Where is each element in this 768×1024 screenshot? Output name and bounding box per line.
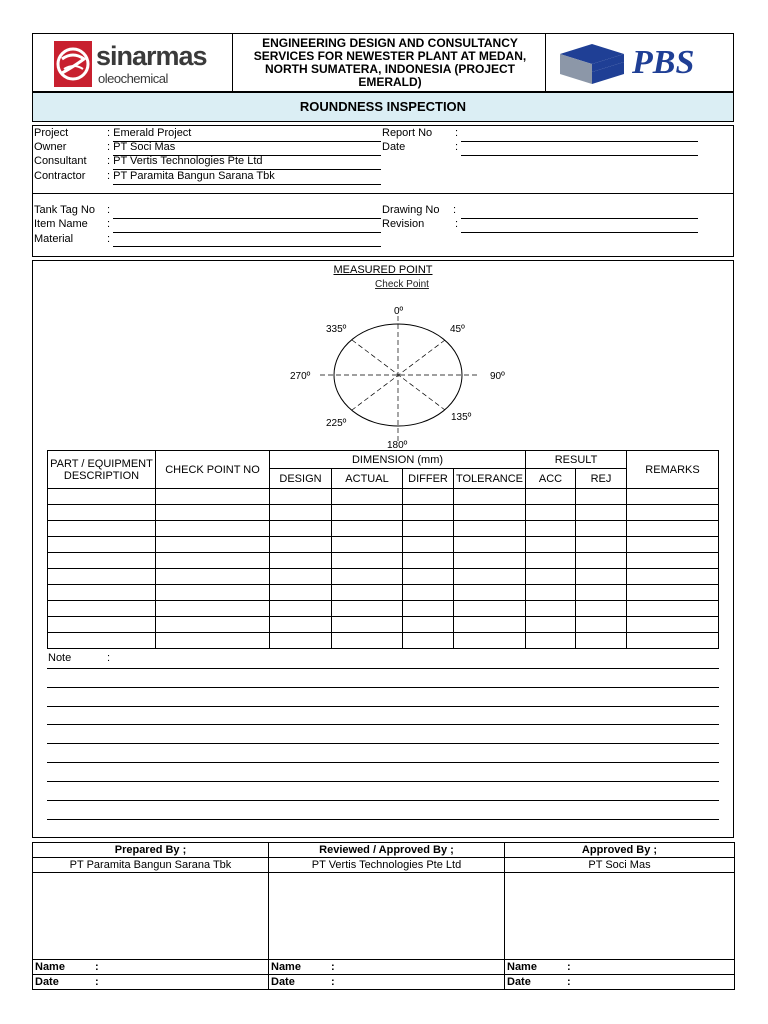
- table-cell[interactable]: [156, 553, 270, 569]
- table-cell[interactable]: [270, 569, 332, 585]
- tank-tag-field[interactable]: [113, 218, 381, 219]
- tolerance-header: TOLERANCE: [454, 469, 526, 489]
- table-cell[interactable]: [576, 585, 627, 601]
- reviewed-company: PT Vertis Technologies Pte Ltd: [269, 858, 505, 873]
- revision-label: Revision: [382, 218, 425, 230]
- table-cell[interactable]: [403, 617, 454, 633]
- check-point-subtitle: Check Point: [375, 279, 429, 290]
- angle-335: 335º: [326, 324, 347, 335]
- differ-header: DIFFER: [403, 469, 454, 489]
- remarks-header: REMARKS: [627, 451, 719, 489]
- table-cell[interactable]: [526, 617, 576, 633]
- pbs-logo: [556, 40, 732, 86]
- note-colon: :: [107, 652, 111, 664]
- prepared-name-field[interactable]: [33, 960, 269, 975]
- date-field[interactable]: [461, 155, 698, 156]
- pbs-wordmark: PBS: [632, 44, 695, 81]
- table-row: [48, 521, 719, 537]
- rej-header: REJ: [576, 469, 627, 489]
- reviewed-signature-area[interactable]: [269, 873, 505, 960]
- approved-date-field[interactable]: [505, 975, 735, 990]
- table-cell[interactable]: [403, 521, 454, 537]
- table-cell[interactable]: [156, 585, 270, 601]
- table-cell[interactable]: [526, 601, 576, 617]
- tank-tag-label: Tank Tag No: [34, 204, 95, 216]
- revision-field[interactable]: [461, 232, 698, 233]
- acc-header: ACC: [526, 469, 576, 489]
- note-line[interactable]: [47, 724, 719, 725]
- table-cell[interactable]: [454, 537, 526, 553]
- note-line[interactable]: [47, 819, 719, 820]
- table-cell[interactable]: [156, 633, 270, 649]
- table-cell[interactable]: [526, 521, 576, 537]
- table-cell[interactable]: [403, 633, 454, 649]
- consultant-value: : PT Vertis Technologies Pte Ltd: [107, 155, 263, 167]
- table-cell[interactable]: [270, 617, 332, 633]
- signature-table: [32, 842, 735, 990]
- name-label: Name: [271, 960, 301, 973]
- table-cell[interactable]: [270, 537, 332, 553]
- table-row: [48, 505, 719, 521]
- table-row: [48, 569, 719, 585]
- table-cell[interactable]: [48, 537, 156, 553]
- part-header: PART / EQUIPMENT DESCRIPTION: [48, 451, 156, 489]
- material-colon: :: [107, 233, 111, 245]
- table-cell[interactable]: [526, 537, 576, 553]
- table-cell[interactable]: [627, 601, 719, 617]
- date-label: Date: [382, 141, 406, 153]
- table-cell[interactable]: [454, 569, 526, 585]
- date-colon: :: [455, 141, 459, 153]
- table-cell[interactable]: [627, 553, 719, 569]
- approved-by-header: Approved By ;: [505, 843, 735, 858]
- table-cell[interactable]: [627, 585, 719, 601]
- table-cell[interactable]: [270, 521, 332, 537]
- table-cell[interactable]: [48, 521, 156, 537]
- table-cell[interactable]: [526, 489, 576, 505]
- date-label: Date: [35, 975, 59, 988]
- note-line[interactable]: [47, 800, 719, 801]
- name-label: Name: [35, 960, 65, 973]
- sinarmas-logo: [52, 39, 222, 91]
- form-title: ROUNDNESS INSPECTION: [299, 99, 467, 114]
- table-cell[interactable]: [156, 537, 270, 553]
- project-label: Project: [34, 127, 69, 139]
- table-cell[interactable]: [526, 633, 576, 649]
- table-cell[interactable]: [576, 521, 627, 537]
- table-cell[interactable]: [270, 601, 332, 617]
- info-separator: [32, 193, 734, 194]
- dimension-table-body: [48, 489, 719, 649]
- table-cell[interactable]: [156, 617, 270, 633]
- dimension-header: DIMENSION (mm): [270, 451, 526, 469]
- angle-270: 270º: [290, 371, 311, 382]
- table-cell[interactable]: [403, 553, 454, 569]
- approved-signature-area[interactable]: [505, 873, 735, 960]
- sinarmas-wordmark: sinarmas: [96, 41, 207, 71]
- prepared-date-field[interactable]: [33, 975, 269, 990]
- table-cell[interactable]: [454, 553, 526, 569]
- table-cell[interactable]: [270, 505, 332, 521]
- material-label: Material: [34, 233, 74, 245]
- reviewed-by-header: Reviewed / Approved By ;: [269, 843, 505, 858]
- table-cell[interactable]: [454, 633, 526, 649]
- table-cell[interactable]: [627, 505, 719, 521]
- table-row: [48, 553, 719, 569]
- table-cell[interactable]: [403, 489, 454, 505]
- table-cell[interactable]: [156, 521, 270, 537]
- drawing-no-field[interactable]: [461, 218, 698, 219]
- table-cell[interactable]: [627, 489, 719, 505]
- header-divider-right: [545, 33, 546, 92]
- table-cell[interactable]: [627, 569, 719, 585]
- angle-45: 45º: [450, 324, 465, 335]
- table-cell[interactable]: [332, 617, 403, 633]
- contractor-underline: [113, 184, 381, 185]
- table-cell[interactable]: [332, 601, 403, 617]
- table-cell[interactable]: [156, 601, 270, 617]
- name-colon: :: [95, 960, 99, 973]
- table-cell[interactable]: [156, 569, 270, 585]
- table-cell[interactable]: [576, 617, 627, 633]
- table-cell[interactable]: [156, 505, 270, 521]
- prepared-by-header: Prepared By ;: [33, 843, 269, 858]
- approved-name-field[interactable]: [505, 960, 735, 975]
- name-label: Name: [507, 960, 537, 973]
- check-point-header: CHECK POINT NO: [156, 451, 270, 489]
- table-cell[interactable]: [454, 489, 526, 505]
- item-name-label: Item Name: [34, 218, 88, 230]
- actual-header: ACTUAL: [332, 469, 403, 489]
- note-line[interactable]: [47, 687, 719, 688]
- owner-label: Owner: [34, 141, 67, 153]
- tank-tag-colon: :: [107, 204, 111, 216]
- table-cell[interactable]: [526, 553, 576, 569]
- table-cell[interactable]: [332, 521, 403, 537]
- table-cell[interactable]: [48, 489, 156, 505]
- date-colon: :: [95, 975, 99, 988]
- table-cell[interactable]: [454, 521, 526, 537]
- table-cell[interactable]: [526, 505, 576, 521]
- table-cell[interactable]: [576, 601, 627, 617]
- table-row: [48, 617, 719, 633]
- table-cell[interactable]: [48, 617, 156, 633]
- date-label: Date: [507, 975, 531, 988]
- table-cell[interactable]: [48, 505, 156, 521]
- table-row: [48, 537, 719, 553]
- table-cell[interactable]: [332, 553, 403, 569]
- revision-colon: :: [455, 218, 459, 230]
- table-cell[interactable]: [576, 537, 627, 553]
- table-cell[interactable]: [627, 521, 719, 537]
- drawing-no-label: Drawing No: [382, 204, 440, 216]
- contractor-value: : PT Paramita Bangun Sarana Tbk: [107, 170, 275, 182]
- table-cell[interactable]: [576, 505, 627, 521]
- table-cell[interactable]: [270, 489, 332, 505]
- table-cell[interactable]: [270, 585, 332, 601]
- dimension-table: [47, 450, 719, 649]
- table-cell[interactable]: [332, 569, 403, 585]
- table-cell[interactable]: [403, 601, 454, 617]
- drawing-no-colon: :: [453, 204, 457, 216]
- note-line[interactable]: [47, 668, 719, 669]
- table-cell[interactable]: [332, 633, 403, 649]
- table-cell[interactable]: [403, 569, 454, 585]
- table-cell[interactable]: [403, 585, 454, 601]
- result-header: RESULT: [526, 451, 627, 469]
- table-cell[interactable]: [48, 553, 156, 569]
- table-cell[interactable]: [403, 537, 454, 553]
- table-cell[interactable]: [454, 617, 526, 633]
- table-cell[interactable]: [576, 489, 627, 505]
- table-cell[interactable]: [526, 585, 576, 601]
- table-cell[interactable]: [332, 489, 403, 505]
- table-cell[interactable]: [270, 553, 332, 569]
- table-cell[interactable]: [403, 505, 454, 521]
- roundness-diagram: [280, 300, 520, 452]
- owner-value: : PT Soci Mas: [107, 141, 176, 153]
- name-colon: :: [567, 960, 571, 973]
- table-row: [48, 601, 719, 617]
- report-no-label: Report No: [382, 127, 433, 139]
- table-row: [48, 585, 719, 601]
- date-label: Date: [271, 975, 295, 988]
- table-cell[interactable]: [332, 585, 403, 601]
- table-cell[interactable]: [627, 633, 719, 649]
- item-name-colon: :: [107, 218, 111, 230]
- item-name-field[interactable]: [113, 232, 381, 233]
- table-cell[interactable]: [48, 585, 156, 601]
- table-cell[interactable]: [627, 537, 719, 553]
- table-cell[interactable]: [332, 505, 403, 521]
- table-cell[interactable]: [454, 505, 526, 521]
- table-cell[interactable]: [576, 633, 627, 649]
- angle-225: 225º: [326, 418, 347, 429]
- note-line[interactable]: [47, 762, 719, 763]
- contractor-label: Contractor: [34, 170, 86, 182]
- measured-point-title: MEASURED POINT: [333, 264, 433, 276]
- angle-135: 135º: [451, 412, 472, 423]
- prepared-company: PT Paramita Bangun Sarana Tbk: [33, 858, 269, 873]
- consultant-label: Consultant: [34, 155, 87, 167]
- table-cell[interactable]: [526, 569, 576, 585]
- note-line[interactable]: [47, 743, 719, 744]
- report-no-field[interactable]: [461, 141, 698, 142]
- header-divider-left: [232, 33, 233, 92]
- table-cell[interactable]: [156, 489, 270, 505]
- table-cell[interactable]: [48, 633, 156, 649]
- table-cell[interactable]: [48, 601, 156, 617]
- note-line[interactable]: [47, 781, 719, 782]
- name-colon: :: [331, 960, 335, 973]
- sinarmas-subtitle: oleochemical: [98, 71, 168, 86]
- date-colon: :: [331, 975, 335, 988]
- prepared-signature-area[interactable]: [33, 873, 269, 960]
- approved-company: PT Soci Mas: [505, 858, 735, 873]
- material-field[interactable]: [113, 246, 381, 247]
- note-label: Note: [48, 652, 72, 664]
- note-line[interactable]: [47, 706, 719, 707]
- reviewed-name-field[interactable]: [269, 960, 505, 975]
- date-colon: :: [567, 975, 571, 988]
- table-cell[interactable]: [627, 617, 719, 633]
- table-cell[interactable]: [454, 601, 526, 617]
- angle-90: 90º: [490, 371, 505, 382]
- reviewed-date-field[interactable]: [269, 975, 505, 990]
- project-value: : Emerald Project: [107, 127, 192, 139]
- table-row: [48, 489, 719, 505]
- angle-180: 180º: [387, 440, 408, 451]
- table-cell[interactable]: [576, 569, 627, 585]
- report-no-colon: :: [455, 127, 459, 139]
- table-cell[interactable]: [270, 633, 332, 649]
- table-cell[interactable]: [332, 537, 403, 553]
- design-header: DESIGN: [270, 469, 332, 489]
- angle-0: 0º: [394, 306, 404, 317]
- project-title: ENGINEERING DESIGN AND CONSULTANCY SERVICES FOR NEWESTER PLANT AT MEDAN, NORTH SUMATERA, INDONESIA (PROJECT EMERALD): [253, 36, 527, 89]
- table-cell[interactable]: [576, 553, 627, 569]
- table-cell[interactable]: [48, 569, 156, 585]
- table-cell[interactable]: [454, 585, 526, 601]
- table-row: [48, 633, 719, 649]
